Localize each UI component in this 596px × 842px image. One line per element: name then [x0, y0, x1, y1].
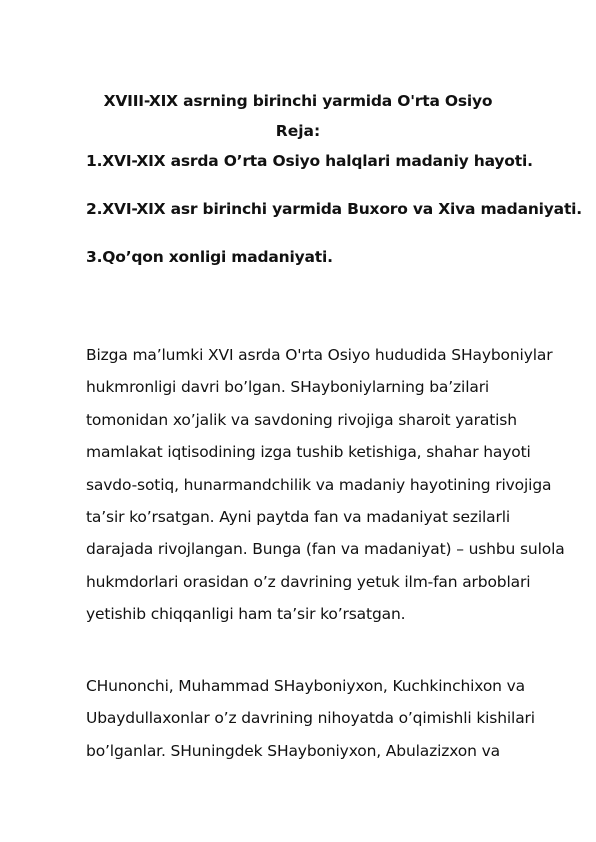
paragraph-line: Bizga ma’lumki XVI asrda O'rta Osiyo hududida SHayboniylar — [86, 346, 553, 364]
document-title: XVIII-XIX asrning birinchi yarmida O'rta Osiyo — [103, 92, 493, 110]
body-paragraph-1 — [86, 344, 565, 636]
paragraph-line: hukmdorlari orasidan o’z davrining yetuk ilm-fan arboblari — [86, 572, 531, 591]
paragraph-line: CHunonchi, Muhammad SHayboniyxon, Kuchkinchixon va — [86, 677, 525, 695]
plan-heading: Reja: — [275, 122, 321, 140]
paragraph-line: savdo-sotiq, hunarmandchilik va madaniy hayotining rivojiga — [86, 475, 552, 494]
paragraph-line: yetishib chiqqanligi ham ta’sir ko’rsatgan. — [86, 605, 406, 624]
paragraph-line: bo’lganlar. SHuningdek SHayboniyxon, Abulazizxon va — [86, 741, 500, 760]
plan-list — [86, 152, 582, 296]
plan-item: 2.XVI-XIX asr birinchi yarmida Buxoro va Xiva madaniyati. — [86, 200, 582, 218]
paragraph-line: hukmronligi davri bo’lgan. SHayboniylarning ba’zilari — [86, 378, 490, 397]
body-paragraph-2 — [86, 675, 556, 772]
plan-item: 1.XVI-XIX asrda O’rta Osiyo halqlari madaniy hayoti. — [86, 152, 533, 170]
paragraph-line: tomonidan xo’jalik va savdoning rivojiga sharoit yaratish — [86, 410, 517, 429]
paragraph-line: ta’sir ko’rsatgan. Ayni paytda fan va madaniyat sezilarli — [86, 507, 511, 526]
paragraph-line: darajada rivojlangan. Bunga (fan va madaniyat) – ushbu sulola — [86, 540, 565, 559]
paragraph-line: Ubaydullaxonlar o’z davrining nihoyatda o’qimishli kishilari — [86, 709, 535, 728]
paragraph-line: mamlakat iqtisodining izga tushib ketishiga, shahar hayoti — [86, 443, 531, 462]
plan-item: 3.Qo’qon xonligi madaniyati. — [86, 248, 333, 266]
